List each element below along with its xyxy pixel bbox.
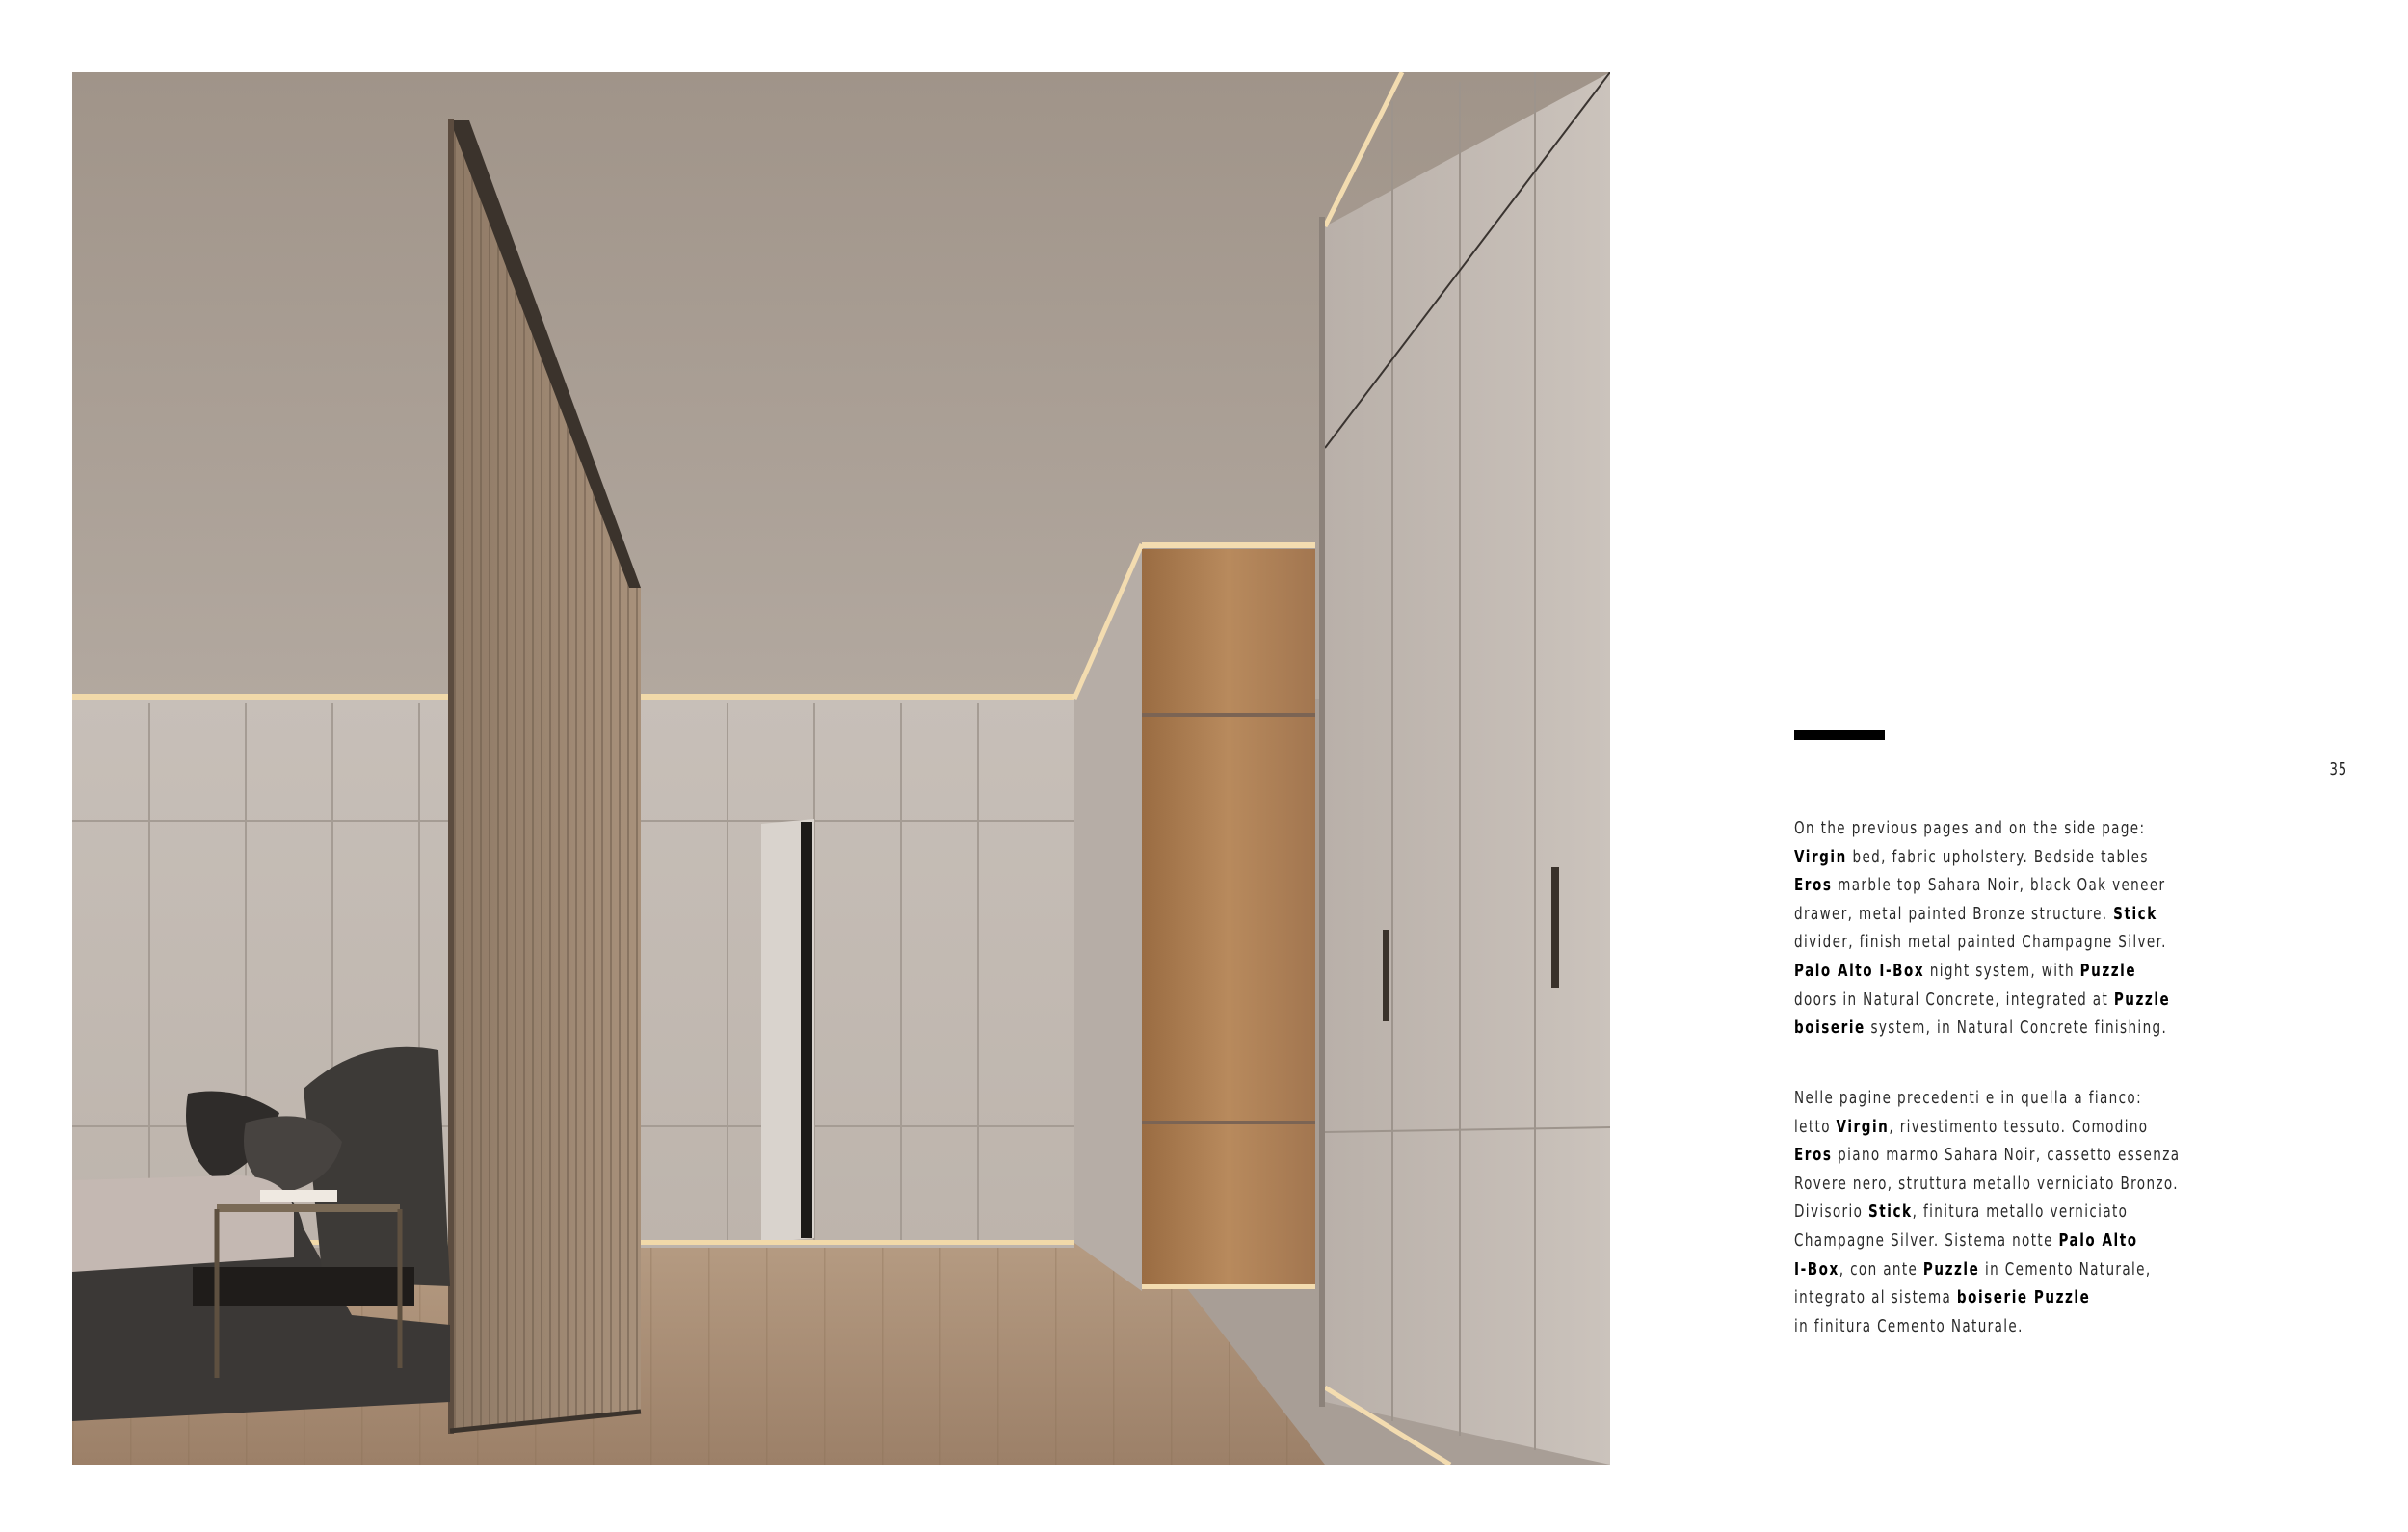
caption-it-line-3 bbox=[1794, 1142, 2259, 1171]
product-name: Virgin bbox=[1794, 847, 1847, 867]
product-name: Puzzle bbox=[2113, 990, 2171, 1010]
caption-english bbox=[1794, 815, 2259, 1043]
caption-text: marble top Sahara Noir, black Oak veneer bbox=[1832, 876, 2166, 896]
caption-text: divider, finish metal painted Champagne Silver. bbox=[1794, 933, 2167, 953]
caption-text: Nelle pagine precedenti e in quella a fianco: bbox=[1794, 1089, 2143, 1108]
caption-en-line-5 bbox=[1794, 929, 2259, 958]
product-name: Eros bbox=[1794, 876, 1833, 896]
product-name: Palo Alto I-Box bbox=[1794, 961, 1925, 981]
caption-en-line-1 bbox=[1794, 815, 2259, 844]
caption-text: , finitura metallo verniciato bbox=[1912, 1202, 2129, 1223]
caption-en-line-7 bbox=[1794, 987, 2259, 1016]
product-name: boiserie Puzzle bbox=[1956, 1288, 2091, 1308]
caption-text: night system, with bbox=[1924, 961, 2080, 981]
product-name: I-Box bbox=[1794, 1259, 1839, 1280]
caption-text: , rivestimento tessuto. Comodino bbox=[1889, 1117, 2149, 1137]
caption-en-line-4 bbox=[1794, 901, 2259, 930]
caption-text: bed, fabric upholstery. Bedside tables bbox=[1846, 847, 2149, 867]
caption-text: integrato al sistema bbox=[1794, 1288, 1957, 1308]
interior-photo bbox=[72, 72, 1610, 1465]
caption-text: in finitura Cemento Naturale. bbox=[1794, 1316, 2024, 1336]
product-name: Puzzle bbox=[1922, 1259, 1980, 1280]
caption-italian bbox=[1794, 1085, 2259, 1341]
product-name: Stick bbox=[2113, 904, 2157, 924]
caption-text: system, in Natural Concrete finishing. bbox=[1865, 1018, 2168, 1039]
caption-it-line-8 bbox=[1794, 1284, 2259, 1313]
caption-it-line-9 bbox=[1794, 1313, 2259, 1342]
accent-bar bbox=[1794, 730, 1885, 740]
caption-it-line-1 bbox=[1794, 1085, 2259, 1114]
caption-text: piano marmo Sahara Noir, cassetto essenza bbox=[1832, 1146, 2181, 1166]
caption-it-line-4 bbox=[1794, 1171, 2259, 1200]
product-name: Palo Alto bbox=[2058, 1230, 2138, 1251]
caption-text: doors in Natural Concrete, integrated at bbox=[1794, 990, 2114, 1010]
caption-it-line-6 bbox=[1794, 1228, 2259, 1256]
product-name: Virgin bbox=[1836, 1117, 1890, 1137]
caption-it-line-2 bbox=[1794, 1114, 2259, 1143]
caption-en-line-8 bbox=[1794, 1015, 2259, 1043]
caption-text: in Cemento Naturale, bbox=[1979, 1259, 2152, 1280]
product-name: Puzzle bbox=[2079, 961, 2137, 981]
caption-text: Rovere nero, struttura metallo verniciato Bronzo. bbox=[1794, 1174, 2179, 1194]
caption-text: drawer, metal painted Bronze structure. bbox=[1794, 904, 2114, 924]
caption-en-line-2 bbox=[1794, 844, 2259, 873]
caption-en-line-6 bbox=[1794, 958, 2259, 987]
caption-it-line-7 bbox=[1794, 1256, 2259, 1285]
caption-it-line-5 bbox=[1794, 1199, 2259, 1228]
product-name: boiserie bbox=[1794, 1018, 1866, 1039]
product-name: Eros bbox=[1794, 1146, 1833, 1166]
caption-text: Divisorio bbox=[1794, 1202, 1868, 1223]
caption-text: , con ante bbox=[1839, 1259, 1923, 1280]
product-name: Stick bbox=[1867, 1202, 1913, 1223]
interior-photo-illustration bbox=[72, 72, 1610, 1465]
caption-text: On the previous pages and on the side page: bbox=[1794, 819, 2146, 838]
caption-text: letto bbox=[1794, 1117, 1837, 1137]
page-number: 35 bbox=[2329, 759, 2347, 779]
caption-en-line-3 bbox=[1794, 872, 2259, 901]
caption-text: Champagne Silver. Sistema notte bbox=[1794, 1230, 2059, 1251]
